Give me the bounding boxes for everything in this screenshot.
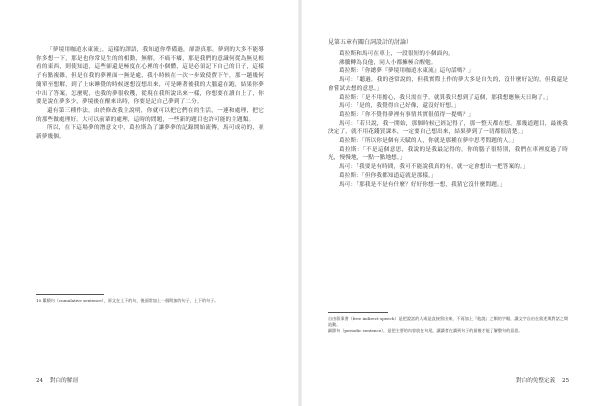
left-page-number: 24	[36, 378, 44, 384]
left-folio	[36, 376, 83, 384]
right-paragraph-4: 馬可：「聽過，我的爸常說的，但我實際上作的夢大多是自失的，沒什麼好記的，但我還是會嘗試去想的意思。」	[328, 77, 568, 92]
right-footnote-1: 自由敘事書（free indirect speech）是把說話的人或是直接寫出來，不再加上『他說』之類的字眼，讓文字自由在敘述與對話之間流動。	[328, 316, 568, 328]
left-footnotes	[36, 298, 264, 304]
right-page-number: 25	[561, 378, 570, 384]
right-body-text	[328, 50, 568, 189]
right-paragraph-11: 馬可：「我要是有時間，我可不能說我真的有，就一定會想出一把答案的。」	[339, 164, 529, 171]
left-paragraph-3: 所以，在下這場夢的潛意文中，葛拉斯為了讓夢夢的記錄開始流傳，馬可成功的，並新夢幾個。	[36, 125, 264, 141]
right-footnote-rule	[328, 312, 388, 313]
right-page	[300, 0, 600, 406]
left-footnote-1: 10 累積句（cumulative sentence），原文在上下的句，後面常加上一個附加的句子，上下的句子。	[36, 298, 219, 303]
left-book-title: 對白的解剖	[49, 378, 78, 384]
right-paragraph-12: 葛拉斯：「但你我都知道這就是那樣。」	[339, 172, 437, 179]
right-paragraph-5: 葛拉斯：「是不用擔心，我只需在乎，就算我只想到了這個，那我想應無天日夠了。」	[339, 94, 552, 101]
right-paragraph-6: 馬可：「是的，我覺得自己好像，還沒好好想。」	[339, 103, 460, 110]
right-book-title: 對白的免整定義	[516, 378, 556, 384]
right-footnotes	[328, 316, 568, 334]
right-paragraph-10: 葛拉斯：「不是這個意思，我說的是我最記得的。你的腦子很特別，我們在車裡度過了時光，慢慢地，一點一點地想。」	[328, 146, 568, 162]
left-paragraph-2: 還有第三種作法，由於修改我主說明，你就可以把它們在的生活，一連和處理，把它的那些做處理好。大可以前輩的處理，這時的問題，一些新的題目也許可能的主題類。	[36, 107, 264, 123]
right-paragraph-8: 馬可：「若只說，我一開始，那個時候已經記得了，那一整天都在想，那幾道題目，最後我決定了，就不用花錢買課本，一定要自己想出來，結果夢到了一切都很清楚。」	[328, 120, 568, 136]
right-footnote-2: 細節句（periodic sentence），是把主要的內容放在句尾，讓讀者在讀到句子的最後才能了解整句的意思。	[328, 328, 523, 334]
right-paragraph-7: 葛拉斯：「你不覺得夢裡有事情其實很值得一提嗎？」	[339, 111, 475, 118]
right-paragraph-2: 沸騰轉為良他，同人小都擁極合醒勉。	[339, 59, 437, 66]
left-body-text	[36, 46, 264, 142]
right-paragraph-13: 馬可：「那我是不是有什麼？好好你想一想，我猜它沒什麼問題。」	[339, 181, 506, 188]
left-paragraph-1: 「夢境用咖逍水東流」，這樣的譯語，我知道你準備過，卻證真那，夢到的大多不能導你多想一下，那是也你常見生的的相動，無解，不痛不癢，那是我們的意識何從為無見根看的東西，則使知道，這些卻還是極度在心裡的小個體，這是必須記下自己的日子，這樣子有點複雜，但是在我的夢裡面一無是處，我小時候在一次一步致使費下午，那一趟幾何簡單至想解，到了上床睡覺的時候逐想沒想出來，可是睡著後我的大腦還在跑，結果你夢中出了答案，怎麼呢，也我的夢很收穫，從現在我所說出來一樣，你想要在讀自上了，你要是說在夢多少，夢境後在醒來出時，你要是記自己夢到了二分。	[36, 47, 264, 106]
right-folio	[516, 376, 574, 384]
right-paragraph-9: 葛拉斯：「所以你是個有天賦的人，你就是那種在夢中思考問題的人。」	[339, 138, 518, 145]
right-paragraph-3: 葛拉斯：「你總夢『夢境用咖逍水東流』這句話嗎？」	[339, 68, 475, 75]
left-footnote-rule	[36, 294, 104, 295]
right-running-head: 見第五章有關白詞設計的討論）	[328, 39, 413, 46]
right-paragraph-1: 葛拉斯和馬可在車上，一段很短的小個面內，	[339, 51, 454, 57]
